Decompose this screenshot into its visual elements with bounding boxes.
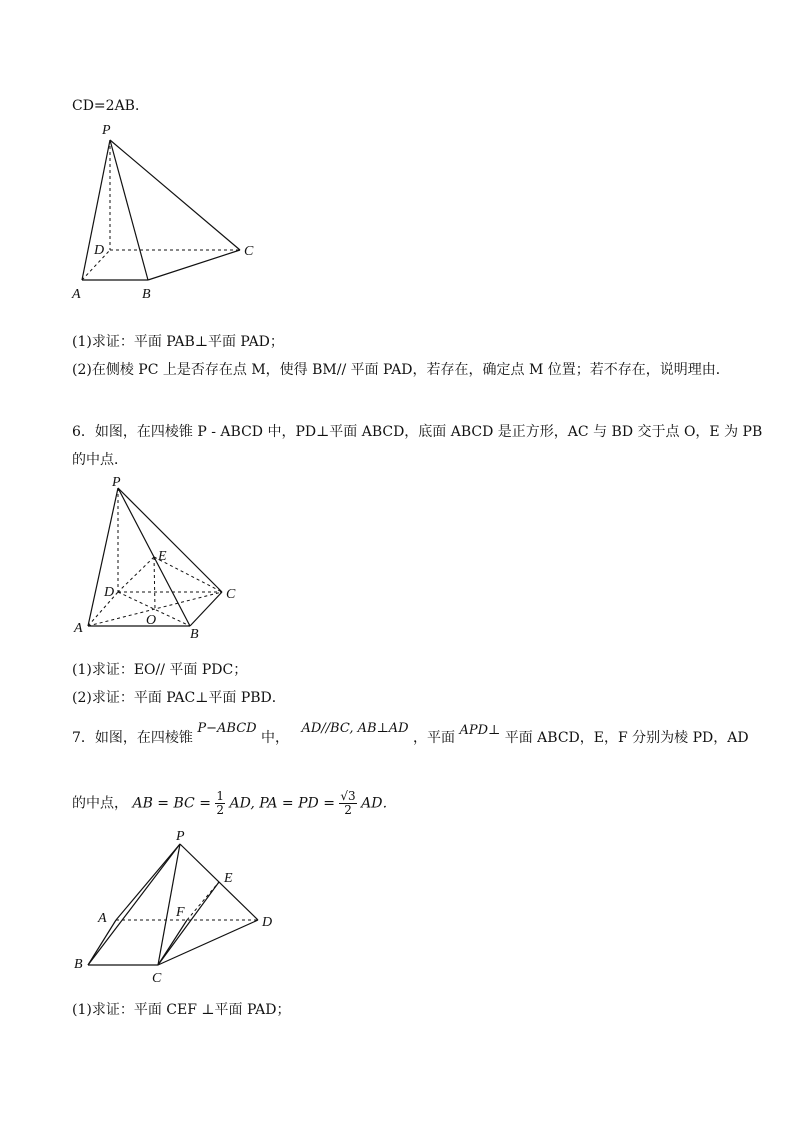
label-B: B [190,627,199,642]
label-C: C [244,244,254,259]
problem-7-line-2 [72,790,396,817]
label-P: P [112,475,121,490]
label-E: E [224,871,233,886]
question-1: (1)求证：平面 CEF ⊥平面 PAD； [72,1002,291,1018]
math-condition: AD//BC, AB⊥AD [301,721,409,736]
figure-pyramid-2 [60,474,260,644]
math-seg: AD． [361,795,397,812]
math-plane: APD⊥ [459,723,501,738]
label-C: C [226,587,236,602]
problem-6-line-2: 的中点． [72,452,128,468]
fraction-sqrt3-half: $\frac{√3}{2}$ [340,789,356,817]
math-pyramid: P−ABCD [197,721,257,736]
label-A: A [74,621,83,636]
label-A: A [72,287,81,302]
problem-7-line-1 [72,721,749,749]
problem-6-line-1: 6．如图，在四棱锥 P - ABCD 中，PD⊥平面 ABCD，底面 ABCD 是正方形，AC 与 BD 交于点 O，E 为 PB [72,424,763,440]
label-D: D [104,585,115,600]
text-seg: 中， [261,730,290,746]
question-2: (2)在侧棱 PC 上是否存在点 M，使得 BM// 平面 PAD，若存在，确定点 M 位置；若不存在，说明理由． [72,362,730,378]
label-A: A [98,911,107,926]
label-F: F [176,905,185,920]
math-seg: AD, PA = PD = [229,795,335,812]
fraction-half: $\frac{1}{2}$ [216,789,225,817]
label-P: P [176,829,185,844]
label-C: C [152,971,162,986]
figure-pyramid-3 [60,826,290,986]
text-seg: 7．如图，在四棱锥 [72,730,193,746]
question-2: (2)求证：平面 PAC⊥平面 PBD． [72,690,286,706]
label-D: D [262,915,273,930]
text-seg: ，平面 [413,730,456,746]
text-seg: 平面 ABCD，E，F 分别为棱 PD，AD [504,730,749,746]
question-1: (1)求证：平面 PAB⊥平面 PAD； [72,334,284,350]
label-O: O [146,613,157,628]
figure-pyramid-1 [60,120,280,310]
label-D: D [94,243,105,258]
label-B: B [74,957,83,972]
label-B: B [142,287,151,302]
math-seg: AB = BC = [132,795,211,812]
label-P: P [102,123,111,138]
label-E: E [158,549,167,564]
text-line: CD=2AB． [72,98,149,114]
text-seg: 的中点， [72,795,128,812]
question-1: (1)求证：EO// 平面 PDC； [72,662,248,678]
